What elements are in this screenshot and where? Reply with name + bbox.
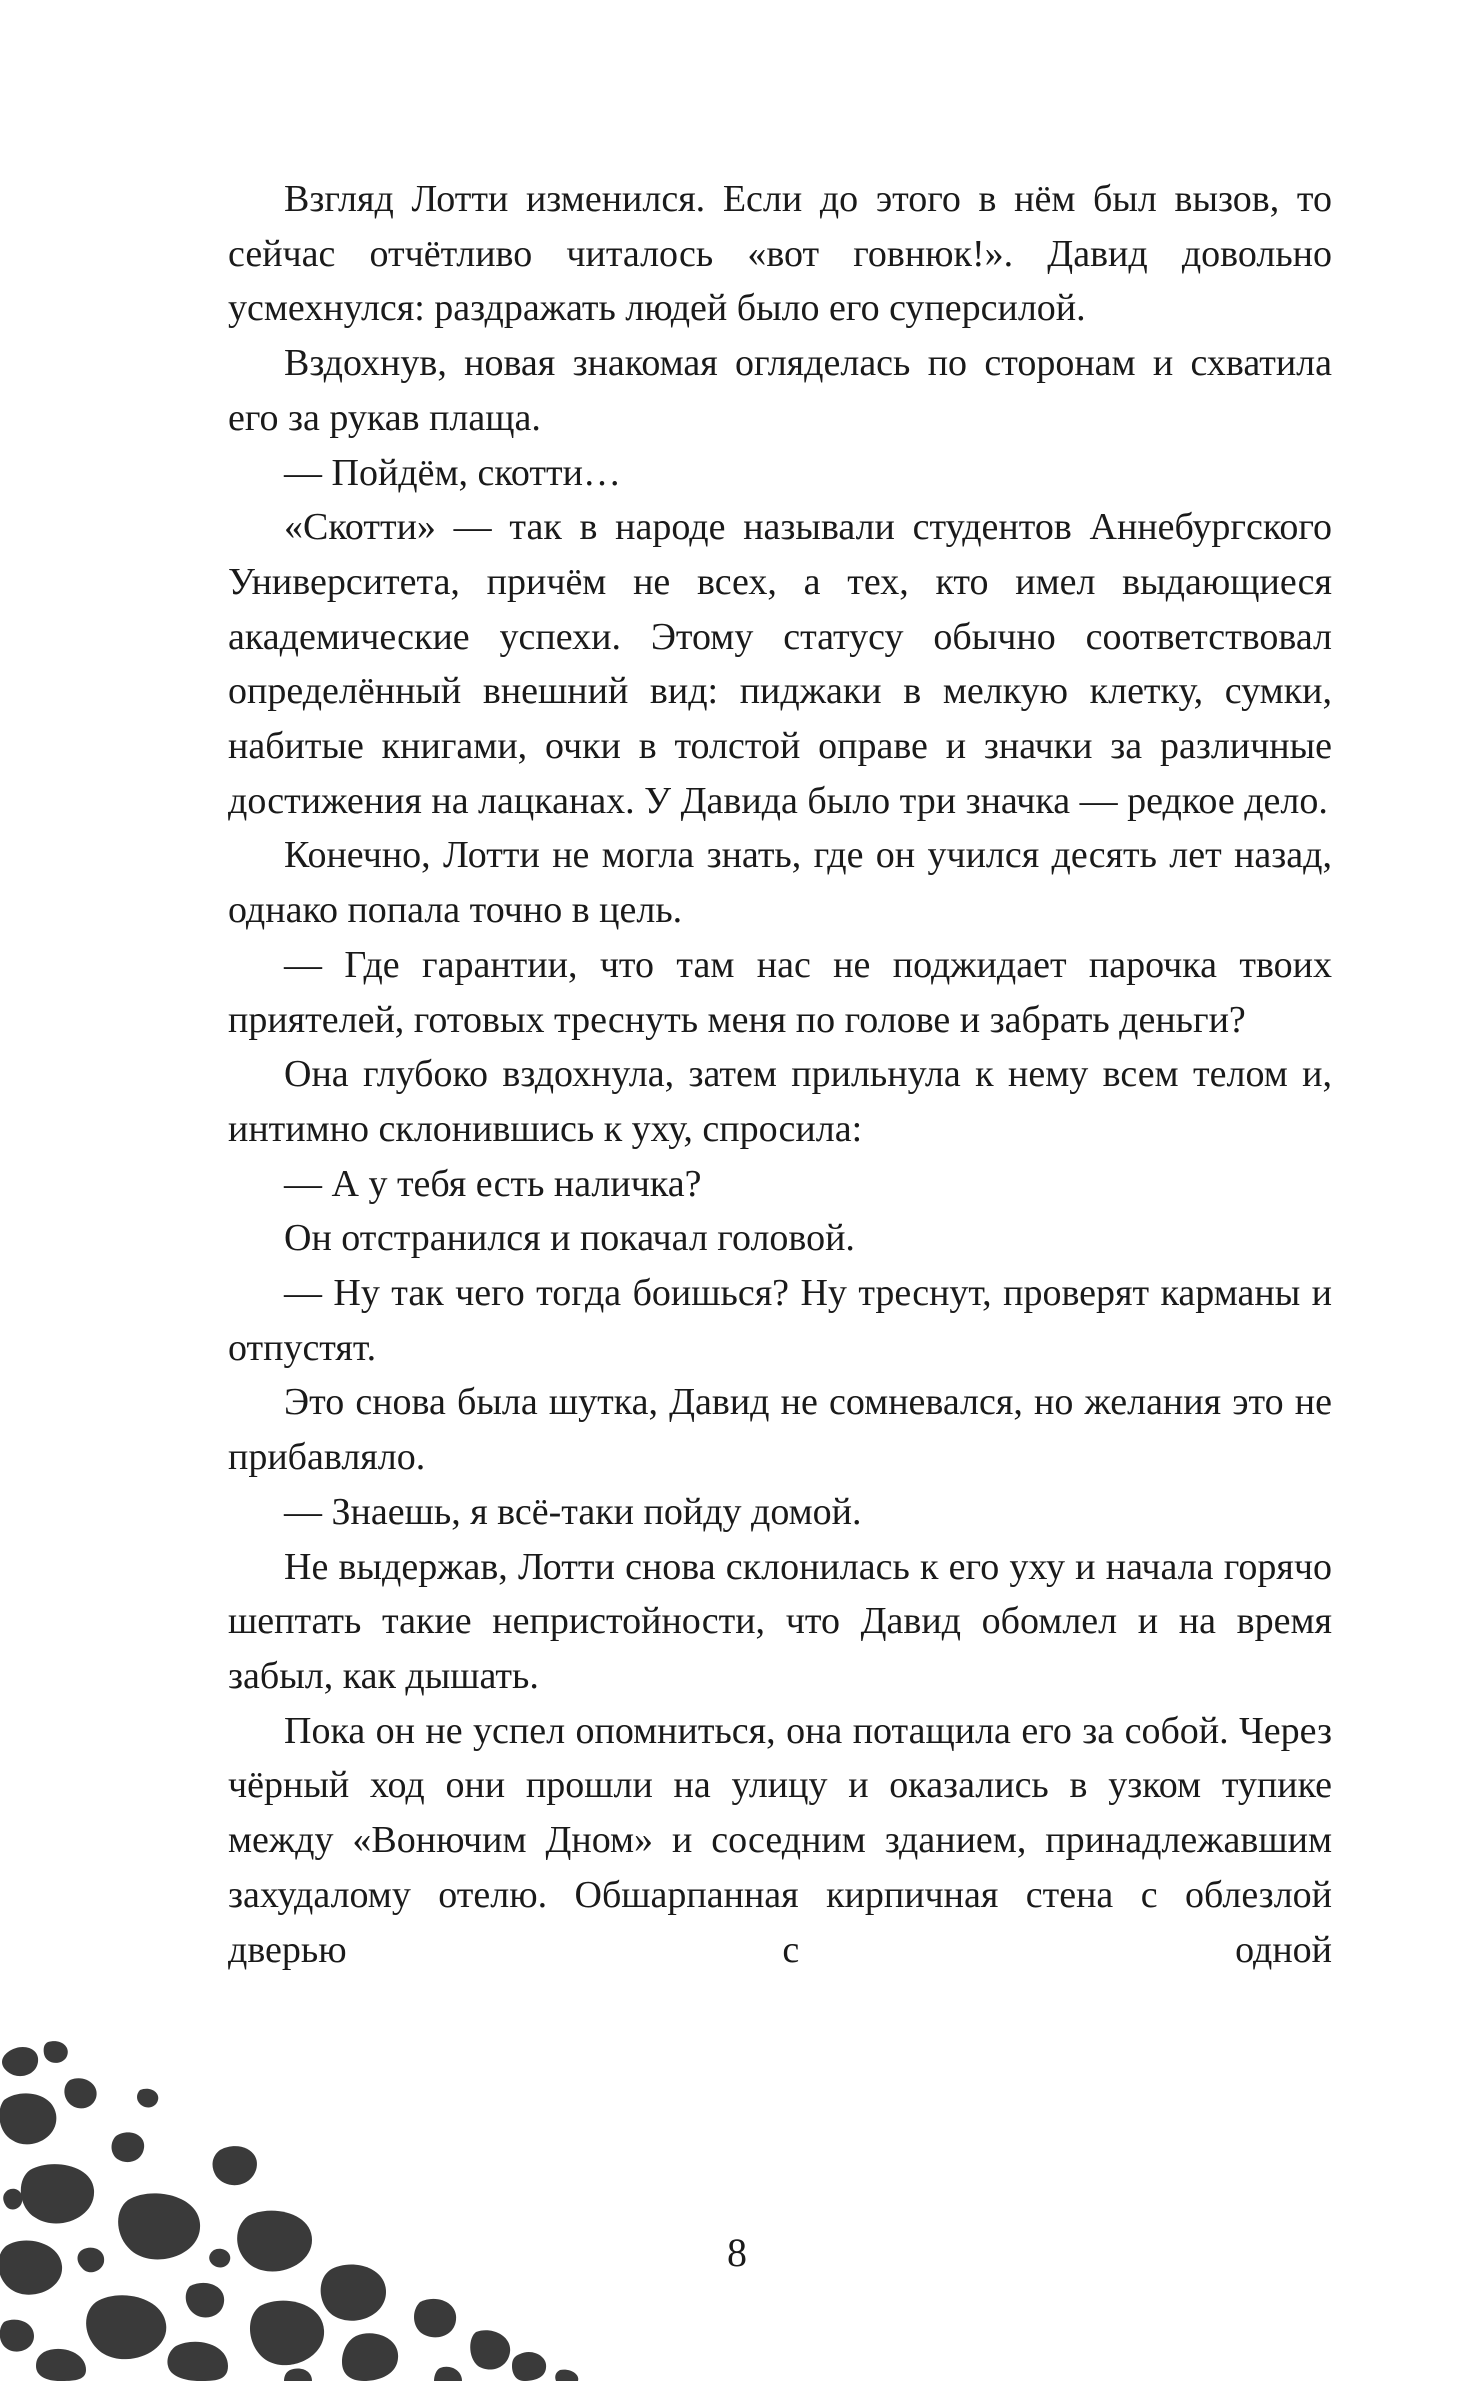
paragraph: Она глубоко вздохнула, затем прильнула к нему всем телом и, интимно склонившись к уху, спросила: [228,1053,1332,1150]
paragraph: Взгляд Лотти изменился. Если до этого в нём был вызов, то сейчас отчётливо читалось «вот говнюк!». Давид довольно усмехнулся: раздражать людей было его суперсилой. [228,178,1332,330]
leopard-spots-decoration [0,2040,600,2381]
paragraph: — Пойдём, скотти… [284,451,621,494]
paragraph: «Скотти» — так в народе называли студентов Аннебургского Университета, причём не всех, а тех, кто имел выдающиеся академические успехи. Этому статусу обычно соответствовал определённый внешний вид: пиджаки в мелкую клетку, сумки, набитые книгами, очки в толстой оправе и значки за различные достижения на лацканах. У Давида было три значка — редкое дело. [228,506,1332,822]
paragraph: — Где гарантии, что там нас не поджидает парочка твоих приятелей, готовых треснуть меня по голове и забрать деньги? [228,943,1332,1041]
paragraph: — Знаешь, я всё-таки пойду домой. [284,1490,862,1533]
paragraph: Не выдержав, Лотти снова склонилась к его уху и начала горячо шептать такие непристойности, что Давид обомлел и на время забыл, как дышать. [228,1545,1332,1697]
body-text [228,172,1332,1977]
paragraph: — Ну так чего тогда боишься? Ну треснут, проверят карманы и отпустят. [228,1272,1332,1369]
paragraph: Конечно, Лотти не могла знать, где он учился десять лет назад, однако попала точно в цель. [228,834,1332,932]
paragraph: Пока он не успел опомниться, она потащила его за собой. Через чёрный ход они прошли на улицу и оказались в узком тупике между «Вонючим Дном» и соседним зданием, принадлежавшим захудалому отелю. Обшарпанная кирпичная стена с облезлой дверью с одной [228,1709,1332,1971]
paragraph: Вздохнув, новая знакомая огляделась по сторонам и схватила его за рукав плаща. [228,342,1332,439]
page-number: 8 [727,2230,747,2275]
paragraph: Это снова была шутка, Давид не сомневался, но желания это не прибавляло. [228,1381,1332,1479]
paragraph: Он отстранился и покачал головой. [284,1217,855,1260]
paragraph: — А у тебя есть наличка? [284,1162,702,1205]
